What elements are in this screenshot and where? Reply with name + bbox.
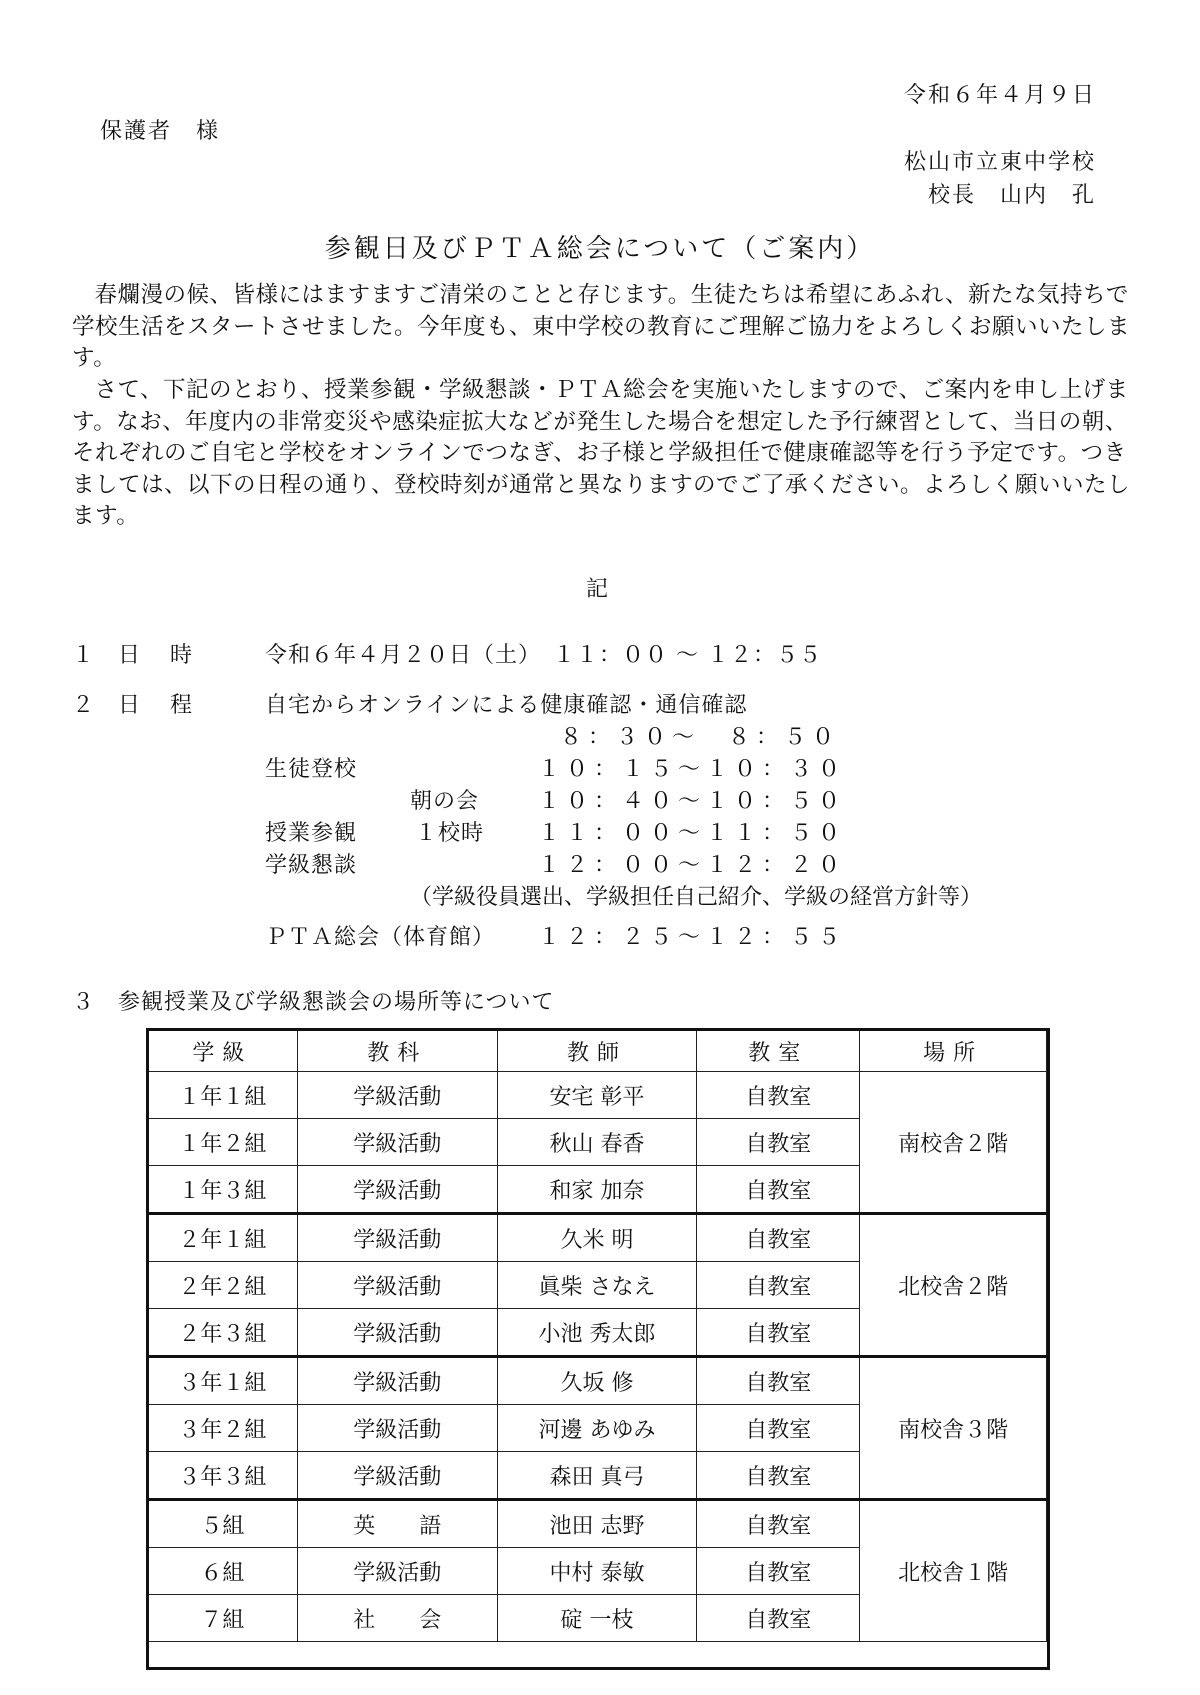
- item2-number: ２: [72, 693, 95, 718]
- schedule-meeting-note: （学級役員選出、学級担任自己紹介、学級の経営方針等）: [410, 885, 983, 910]
- teacher-cell: 和家 加奈: [497, 1166, 697, 1214]
- table-header-cell: 教師: [497, 1031, 697, 1072]
- class-cell: ６組: [148, 1548, 298, 1595]
- item3-label: 参観授業及び学級懇談会の場所等について: [118, 990, 555, 1015]
- table-header-cell: 学級: [148, 1031, 298, 1072]
- schedule-online: 自宅からオンラインによる健康確認・通信確認: [265, 693, 748, 718]
- class-cell: １年１組: [148, 1072, 298, 1119]
- teacher-cell: 碇 一枝: [497, 1595, 697, 1642]
- room-cell: 自教室: [697, 1500, 860, 1548]
- addressee: 保護者 様: [100, 119, 221, 144]
- teacher-cell: 久米 明: [497, 1214, 697, 1262]
- class-cell: ７組: [148, 1595, 298, 1642]
- class-cell: １年２組: [148, 1119, 298, 1166]
- teacher-cell: 秋山 春香: [497, 1119, 697, 1166]
- schedule-meeting: 学級懇談: [265, 853, 358, 878]
- subject-cell: 学級活動: [297, 1119, 497, 1166]
- schedule-online-time: ８：３０～ ８：５０: [560, 725, 841, 750]
- item1-value: 令和６年４月２０日（土） １１：００ ～ １２：５５: [265, 643, 822, 668]
- room-cell: 自教室: [697, 1357, 860, 1405]
- class-cell: ５組: [148, 1500, 298, 1548]
- place-cell: 南校舎３階: [860, 1357, 1047, 1500]
- item3-number: ３: [72, 990, 95, 1015]
- schedule-arrival-time: １０：１５～１０：３０: [538, 757, 847, 782]
- subject-cell: 学級活動: [297, 1405, 497, 1452]
- place-cell: 北校舎２階: [860, 1214, 1047, 1357]
- class-cell: ２年３組: [148, 1309, 298, 1357]
- document-date: 令和６年４月９日: [903, 83, 1096, 108]
- subject-cell: 学級活動: [297, 1452, 497, 1500]
- subject-cell: 社 会: [297, 1595, 497, 1642]
- room-cell: 自教室: [697, 1405, 860, 1452]
- table-header-cell: 教室: [697, 1031, 860, 1072]
- class-cell: １年３組: [148, 1166, 298, 1214]
- schedule-pta-time: １２：２５～１２：５５: [538, 925, 847, 950]
- subject-cell: 学級活動: [297, 1309, 497, 1357]
- room-cell: 自教室: [697, 1119, 860, 1166]
- class-cell: ２年１組: [148, 1214, 298, 1262]
- teacher-cell: 河邊 あゆみ: [497, 1405, 697, 1452]
- room-cell: 自教室: [697, 1166, 860, 1214]
- room-cell: 自教室: [697, 1595, 860, 1642]
- sender-principal: 校長 山内 孔: [927, 183, 1096, 208]
- schedule-pta: ＰＴＡ総会（体育館）: [265, 925, 496, 950]
- room-cell: 自教室: [697, 1214, 860, 1262]
- item1-number: １: [72, 643, 95, 668]
- teacher-cell: 池田 志野: [497, 1500, 697, 1548]
- teacher-cell: 安宅 彰平: [497, 1072, 697, 1119]
- room-cell: 自教室: [697, 1072, 860, 1119]
- subject-cell: 学級活動: [297, 1548, 497, 1595]
- place-cell: 北校舎１階: [860, 1500, 1047, 1642]
- room-cell: 自教室: [697, 1548, 860, 1595]
- teacher-cell: 久坂 修: [497, 1357, 697, 1405]
- notice-paragraph-text: さて、下記のとおり、授業参観・学級懇談・ＰＴＡ総会を実施いたしますので、ご案内を申し上げます。なお、年度内の非常変災や感染症拡大などが発生した場合を想定した予行練習として、当日の朝、それぞれのご自宅と学校をオンラインでつなぎ、お子様と学級担任で健康確認等を行う予定です。つきましては、以下の日程の通り、登校時刻が通常と異なりますのでご了承ください。よろしく願いいたします。: [72, 377, 1131, 529]
- table-header-row: [148, 1031, 1047, 1072]
- class-cell: ３年１組: [148, 1357, 298, 1405]
- room-cell: 自教室: [697, 1309, 860, 1357]
- teacher-cell: 中村 泰敏: [497, 1548, 697, 1595]
- class-cell: ３年３組: [148, 1452, 298, 1500]
- class-cell: ２年２組: [148, 1262, 298, 1309]
- subject-cell: 学級活動: [297, 1072, 497, 1119]
- intro-paragraph: [72, 280, 1130, 375]
- item2-label: 日 程: [118, 693, 197, 718]
- schedule-arrival: 生徒登校: [265, 757, 358, 782]
- table-header-cell: 教科: [297, 1031, 497, 1072]
- room-cell: 自教室: [697, 1452, 860, 1500]
- intro-paragraph-text: 春爛漫の候、皆様にはますますご清栄のことと存じます。生徒たちは希望にあふれ、新たな気持ちで学校生活をスタートさせました。今年度も、東中学校の教育にご理解ご協力をよろしくお願いいたします。: [72, 282, 1131, 371]
- schedule-observation: 授業参観: [265, 821, 358, 846]
- subject-cell: 学級活動: [297, 1214, 497, 1262]
- schedule-observation-time: １１：００～１１：５０: [538, 821, 847, 846]
- item1-label: 日 時: [118, 643, 197, 668]
- table-row: [148, 1072, 1047, 1119]
- ki-heading: 記: [586, 577, 609, 602]
- table-header-cell: 場所: [860, 1031, 1047, 1072]
- schedule-morning: 朝の会: [410, 789, 480, 814]
- notice-paragraph: [72, 375, 1130, 533]
- subject-cell: 英 語: [297, 1500, 497, 1548]
- table-row: [148, 1357, 1047, 1405]
- subject-cell: 学級活動: [297, 1262, 497, 1309]
- place-cell: 南校舎２階: [860, 1072, 1047, 1214]
- subject-cell: 学級活動: [297, 1166, 497, 1214]
- schedule-period: １校時: [415, 821, 485, 846]
- document-title: 参観日及びＰＴＡ総会について（ご案内）: [324, 234, 876, 264]
- class-cell: ３年２組: [148, 1405, 298, 1452]
- teacher-cell: 眞柴 さなえ: [497, 1262, 697, 1309]
- sender-school: 松山市立東中学校: [903, 150, 1096, 175]
- teacher-cell: 小池 秀太郎: [497, 1309, 697, 1357]
- schedule-morning-time: １０：４０～１０：５０: [538, 789, 847, 814]
- table-row: [148, 1500, 1047, 1548]
- table-row: [148, 1214, 1047, 1262]
- class-location-table: [147, 1030, 1047, 1642]
- schedule-meeting-time: １２：００～１２：２０: [538, 853, 847, 878]
- subject-cell: 学級活動: [297, 1357, 497, 1405]
- room-cell: 自教室: [697, 1262, 860, 1309]
- teacher-cell: 森田 真弓: [497, 1452, 697, 1500]
